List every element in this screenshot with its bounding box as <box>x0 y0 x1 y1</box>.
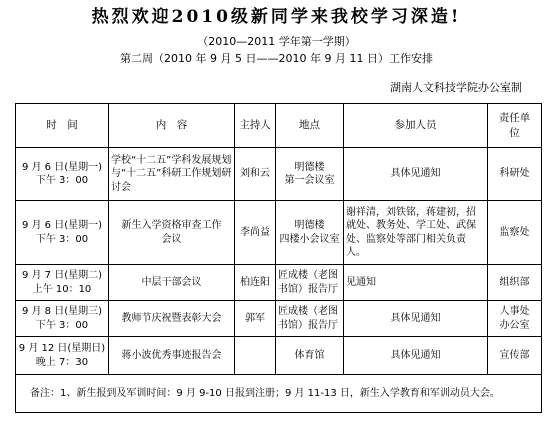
location-cell: 匠成楼（老图书馆）报告厅 <box>276 265 344 301</box>
schedule-title: 第二周（2010 年 9 月 5 日——2010 年 9 月 11 日）工作安排 <box>120 52 433 65</box>
host-cell <box>235 337 276 375</box>
participants-cell: 具体见通知 <box>344 148 488 201</box>
table-row <box>16 301 542 337</box>
table-header-row <box>16 104 542 148</box>
host-cell: 柏连阳 <box>235 265 276 301</box>
content-cell: 学校“十二五”学科发展规划与“十二五”科研工作规划研讨会 <box>109 148 235 201</box>
unit-cell: 人事处 办公室 <box>488 301 542 337</box>
content-cell: 蒋小波优秀事迹报告会 <box>109 337 235 375</box>
location-cell: 体育馆 <box>276 337 344 375</box>
column-header-time: 时 间 <box>16 104 109 148</box>
unit-cell: 宣传部 <box>488 337 542 375</box>
time-cell: 9 月 7 日(星期二) 上午 10：10 <box>16 265 109 301</box>
column-header-unit: 责任单位 <box>488 104 542 148</box>
unit-cell: 监察处 <box>488 201 542 265</box>
content-cell: 教师节庆祝暨表彰大会 <box>109 301 235 337</box>
organization-label: 湖南人文科技学院办公室制 <box>390 81 522 94</box>
column-header-content: 内 容 <box>109 104 235 148</box>
table-row <box>16 201 542 265</box>
participants-cell: 具体见通知 <box>344 337 488 375</box>
time-cell: 9 月 8 日(星期三) 下午 3：00 <box>16 301 109 337</box>
participants-cell: 谢祥清，刘铁铭，蒋建初，招就处、教务处、学工处、武保处、监察处等部门相关负责人。 <box>344 201 488 265</box>
location-cell: 匠成楼（老图书馆）报告厅 <box>276 301 344 337</box>
host-cell: 郭军 <box>235 301 276 337</box>
semester-label: （2010—2011 学年第一学期） <box>197 35 356 48</box>
content-cell: 新生入学资格审查工作会议 <box>109 201 235 265</box>
time-cell: 9 月 6 日(星期一) 下午 3：00 <box>16 201 109 265</box>
note-row <box>16 375 542 413</box>
table-row <box>16 337 542 375</box>
time-cell: 9 月 6 日(星期一) 下午 3：00 <box>16 148 109 201</box>
location-cell: 明德楼 第一会议室 <box>276 148 344 201</box>
table-row <box>16 265 542 301</box>
participants-cell: 具体见通知 <box>344 301 488 337</box>
note-text: 备注：1、新生报到及军训时间：9 月 9-10 日报到注册；9 月 11-13 日，新生入学教育和军训动员大会。 <box>16 375 542 413</box>
host-cell: 刘和云 <box>235 148 276 201</box>
participants-cell: 见通知 <box>344 265 488 301</box>
location-cell: 明德楼 四楼小会议室 <box>276 201 344 265</box>
unit-cell: 科研处 <box>488 148 542 201</box>
column-header-host: 主持人 <box>235 104 276 148</box>
unit-cell: 组织部 <box>488 265 542 301</box>
table-row <box>16 148 542 201</box>
time-cell: 9 月 12 日(星期日) 晚上 7：30 <box>16 337 109 375</box>
column-header-participants: 参加人员 <box>344 104 488 148</box>
content-cell: 中层干部会议 <box>109 265 235 301</box>
schedule-table <box>15 103 542 413</box>
column-header-location: 地点 <box>276 104 344 148</box>
welcome-banner: 热烈欢迎2010级新同学来我校学习深造! <box>91 7 462 27</box>
host-cell: 李尚益 <box>235 201 276 265</box>
